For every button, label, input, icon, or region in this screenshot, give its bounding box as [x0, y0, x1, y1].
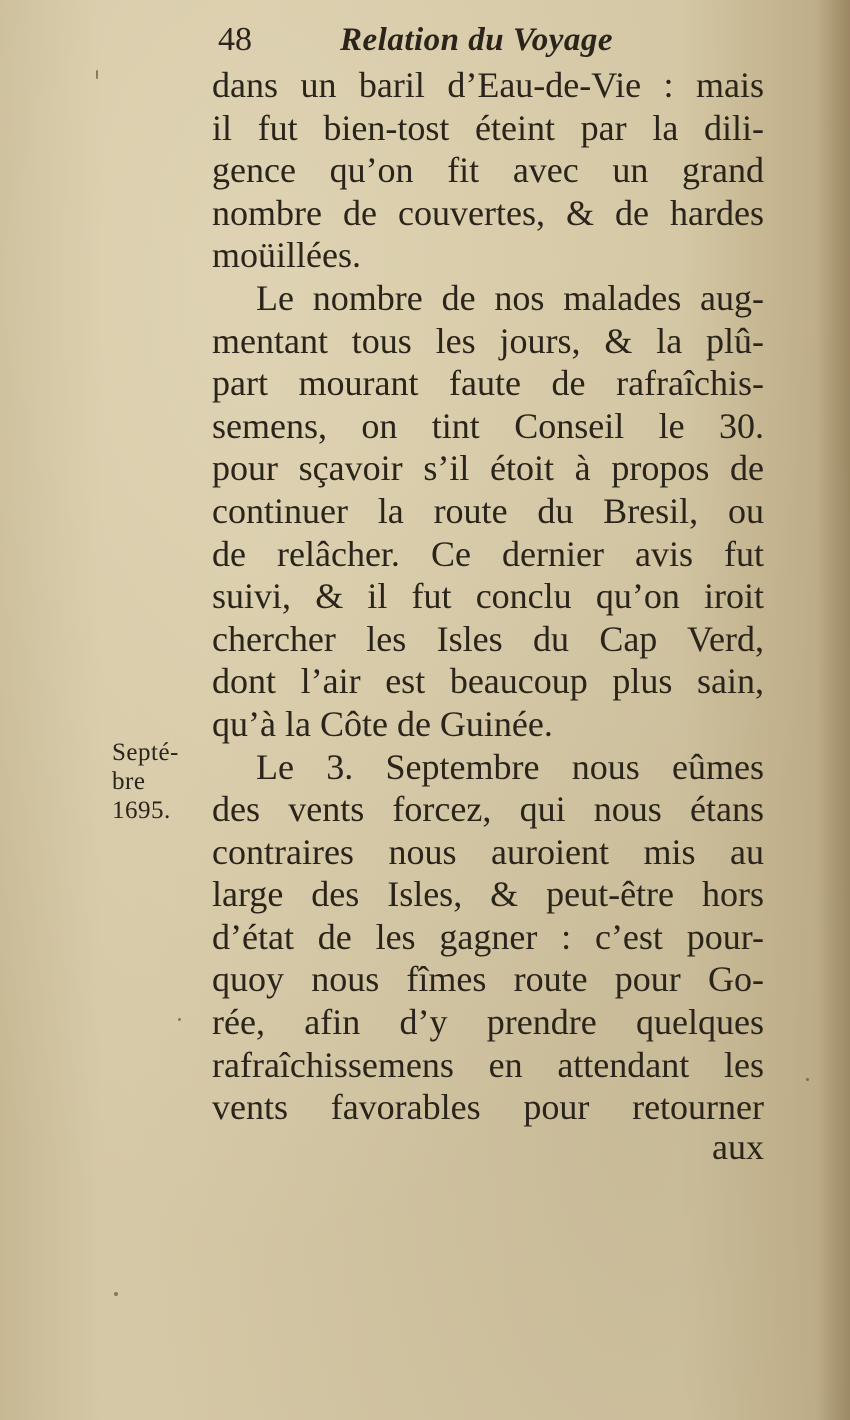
text-line: il fut bien-tost éteint par la dili-	[212, 107, 764, 148]
page-header	[218, 18, 658, 62]
paper-speck	[96, 70, 98, 79]
text-line: continuer la route du Bresil, ou	[212, 490, 764, 531]
body-text	[212, 64, 764, 1129]
margin-note-line: Septé-	[112, 739, 179, 766]
text-line: pour sçavoir s’il étoit à propos de	[212, 448, 764, 489]
text-line: Le nombre de nos malades aug-	[256, 277, 764, 318]
text-line: des vents forcez, qui nous étans	[212, 789, 764, 830]
margin-note	[112, 738, 202, 825]
margin-note-line: 1695.	[112, 797, 171, 824]
text-line: contraires nous auroient mis au	[212, 831, 764, 872]
text-line: dont l’air est beaucoup plus sain,	[212, 661, 764, 702]
text-line: qu’à la Côte de Guinée.	[212, 703, 553, 744]
text-line: nombre de couvertes, & de hardes	[212, 192, 764, 233]
text-line: mentant tous les jours, & la plû-	[212, 320, 764, 361]
catchword: aux	[712, 1127, 764, 1167]
paper-speck	[114, 1292, 118, 1296]
paper-speck	[178, 1018, 181, 1021]
text-line: rée, afin d’y prendre quelques	[212, 1002, 764, 1043]
text-line: part mourant faute de rafraîchis-	[212, 363, 764, 404]
page-number: 48	[218, 21, 252, 58]
text-line: Le 3. Septembre nous eûmes	[256, 746, 764, 787]
text-line: semens, on tint Conseil le 30.	[212, 405, 764, 446]
text-line: de relâcher. Ce dernier avis fut	[212, 533, 764, 574]
margin-note-line: bre	[112, 768, 146, 795]
catchword-line	[212, 1126, 764, 1168]
text-line: quoy nous fîmes route pour Go-	[212, 959, 764, 1000]
text-line: suivi, & il fut conclu qu’on iroit	[212, 576, 764, 617]
text-line: vents favorables pour retourner	[212, 1087, 764, 1128]
text-line: large des Isles, & peut-être hors	[212, 874, 764, 915]
text-line: d’état de les gagner : c’est pour-	[212, 916, 764, 957]
text-line: dans un baril d’Eau-de-Vie : mais	[212, 65, 764, 105]
page-edge-shadow	[816, 0, 850, 1420]
text-line: gence qu’on fit avec un grand	[212, 150, 764, 191]
text-line: rafraîchissemens en attendant les	[212, 1044, 764, 1085]
text-line: chercher les Isles du Cap Verd,	[212, 618, 764, 659]
paper-speck	[806, 1078, 809, 1081]
running-title: Relation du Voyage	[340, 22, 614, 58]
text-line: moüillées.	[212, 235, 361, 276]
